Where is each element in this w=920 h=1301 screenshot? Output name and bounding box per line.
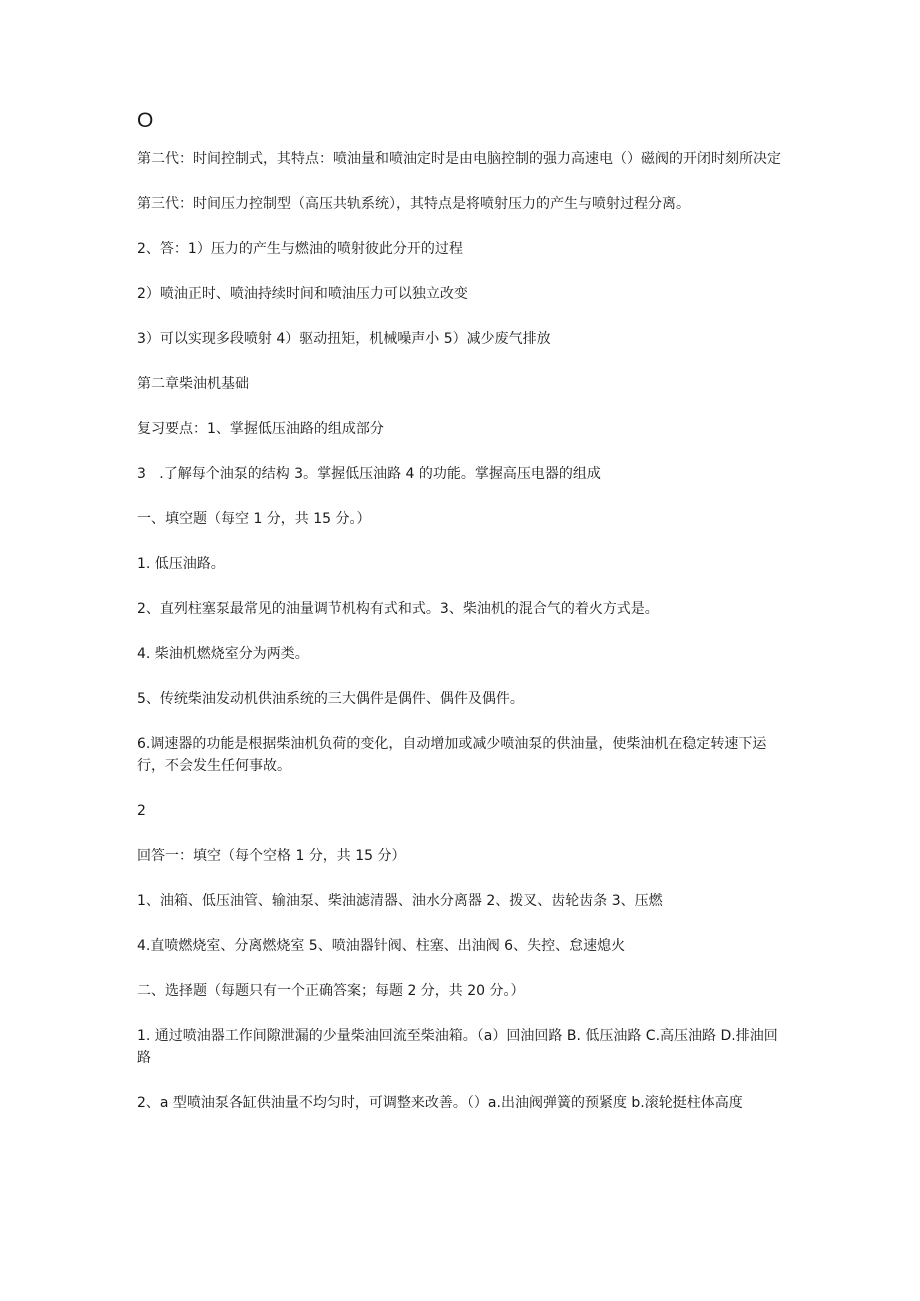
- section-multiple-choice: 二、选择题（每题只有一个正确答案；每题 2 分，共 20 分。）: [137, 983, 525, 999]
- paragraph-answer2-3: 3）可以实现多段喷射 4）驱动扭矩，机械噪声小 5）减少废气排放: [137, 331, 551, 347]
- page-number: 2: [137, 803, 146, 819]
- review-points: 复习要点：1、掌握低压油路的组成部分: [137, 421, 384, 437]
- paragraph-answer2-2: 2）喷油正时、喷油持续时间和喷油压力可以独立改变: [137, 286, 468, 302]
- document-page: [137, 108, 787, 1137]
- question-5: 5、传统柴油发动机供油系统的三大偶件是偶件、偶件及偶件。: [137, 691, 524, 707]
- question-1: 1. 低压油路。: [137, 556, 225, 572]
- paragraph-gen2: 第二代：时间控制式，其特点：喷油量和喷油定时是由电脑控制的强力高速电（）磁阀的开闭时刻所决定: [137, 151, 781, 167]
- choice-question-1: 1. 通过喷油器工作间隙泄漏的少量柴油回流至柴油箱。（a）回油回路 B. 低压油路 C.高压油路 D.排油回路: [137, 1028, 778, 1066]
- choice-question-2: 2、a 型喷油泵各缸供油量不均匀时，可调整来改善。（）a.出油阀弹簧的预紧度 b.滚轮挺柱体高度: [137, 1095, 743, 1111]
- answer-section-title: 回答一：填空（每个空格 1 分，共 15 分）: [137, 848, 406, 864]
- paragraph-gen3: 第三代：时间压力控制型（高压共轨系统），其特点是将喷射压力的产生与喷射过程分离。: [137, 196, 690, 212]
- question-4: 4. 柴油机燃烧室分为两类。: [137, 646, 309, 662]
- page-heading: O: [137, 109, 154, 132]
- answer-line-2: 4.直喷燃烧室、分离燃烧室 5、喷油器针阀、柱塞、出油阀 6、失控、怠速熄火: [137, 938, 626, 954]
- question-6: 6.调速器的功能是根据柴油机负荷的变化，自动增加或减少喷油泵的供油量，使柴油机在稳定转速下运行，不会发生任何事故。: [137, 736, 767, 774]
- chapter-title: 第二章柴油机基础: [137, 376, 249, 392]
- question-2-3: 2、直列柱塞泵最常见的油量调节机构有式和式。3、柴油机的混合气的着火方式是。: [137, 601, 659, 617]
- review-points-cont: 3 .了解每个油泵的结构 3。掌握低压油路 4 的功能。掌握高压电器的组成: [137, 466, 601, 482]
- paragraph-answer2-1: 2、答：1）压力的产生与燃油的喷射彼此分开的过程: [137, 241, 463, 257]
- section-fill-blank: 一、填空题（每空 1 分，共 15 分。）: [137, 511, 371, 527]
- answer-line-1: 1、油箱、低压油管、输油泵、柴油滤清器、油水分离器 2、拨叉、齿轮齿条 3、压燃: [137, 893, 663, 909]
